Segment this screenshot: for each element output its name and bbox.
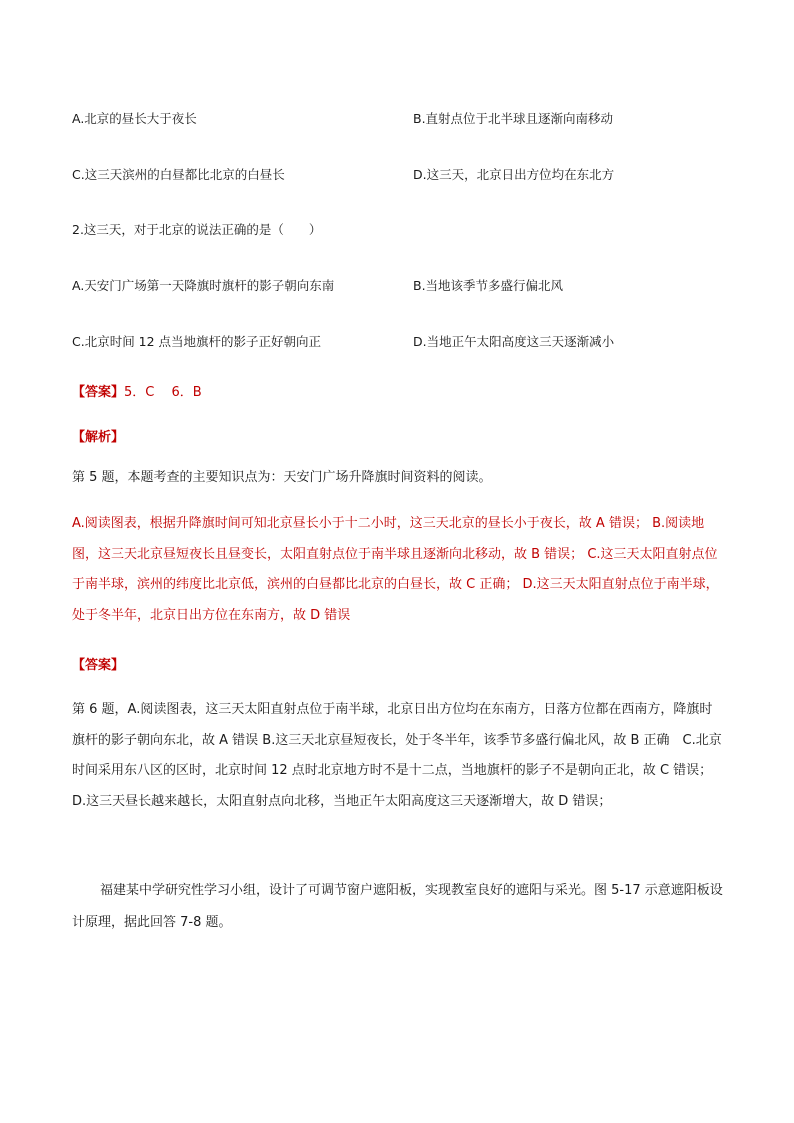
option-b: B.直射点位于北半球且逐渐向南移动 bbox=[413, 111, 614, 126]
answer-label: 【答案】 bbox=[72, 385, 125, 400]
analysis-label: 【解析】 bbox=[72, 430, 125, 445]
option-c: C.这三天滨州的白昼都比北京的白昼长 bbox=[72, 167, 285, 182]
q1-options-row-2 bbox=[72, 165, 732, 185]
option-a: A.北京的昼长大于夜长 bbox=[72, 111, 197, 126]
section-intro: 福建某中学研究性学习小组，设计了可调节窗户遮阳板，实现教室良好的遮阳与采光。图 5-17 示意遮阳板设计原理，据此回答 7-8 题。 bbox=[72, 883, 723, 930]
answer-text: 5．C 6．B bbox=[124, 385, 202, 400]
q1-options-row-1 bbox=[72, 109, 732, 129]
answer2-label: 【答案】 bbox=[72, 658, 125, 673]
question-2-stem: 2.这三天，对于北京的说法正确的是（ ） bbox=[72, 222, 322, 237]
answer-line bbox=[72, 381, 202, 400]
q5-title: 第 5 题，本题考查的主要知识点为：天安门广场升降旗时间资料的阅读。 bbox=[72, 470, 492, 485]
option-d: D.当地正午太阳高度这三天逐渐减小 bbox=[413, 334, 615, 349]
option-d: D.这三天，北京日出方位均在东北方 bbox=[413, 167, 615, 182]
option-c: C.北京时间 12 点当地旗杆的影子正好朝向正 bbox=[72, 334, 322, 349]
q2-options-row-2 bbox=[72, 332, 732, 352]
q6-analysis-body: 第 6 题，A.阅读图表，这三天太阳直射点位于南半球，北京日出方位均在东南方，日落方位都在西南方，降旗时旗杆的影子朝向东北，故 A 错误 B.这三天北京昼短夜长，处于冬半年，该季节多盛行偏北风，故 B 正确 C.北京时间采用东八区的区时，北京时间 12 点时北京地方时不是十二点，当地旗杆的影子不是朝向正北，故 C 错误；D.这三天昼长越来越长，太阳直射点向北移，当地正午太阳高度这三天逐渐增大，故 D 错误； bbox=[72, 702, 722, 809]
option-b: B.当地该季节多盛行偏北风 bbox=[413, 278, 564, 293]
option-a: A.天安门广场第一天降旗时旗杆的影子朝向东南 bbox=[72, 278, 335, 293]
q5-analysis-body: A.阅读图表，根据升降旗时间可知北京昼长小于十二小时，这三天北京的昼长小于夜长，故 A 错误； B.阅读地图，这三天北京昼短夜长且昼变长，太阳直射点位于南半球且逐渐向北移动，故 B 错误； C.这三天太阳直射点位于南半球，滨州的纬度比北京低，滨州的白昼都比北京的白昼长，故 C 正确； D.这三天太阳直射点位于南半球，处于冬半年，北京日出方位在东南方，故 D 错误 bbox=[72, 516, 719, 623]
q2-options-row-1 bbox=[72, 276, 732, 296]
